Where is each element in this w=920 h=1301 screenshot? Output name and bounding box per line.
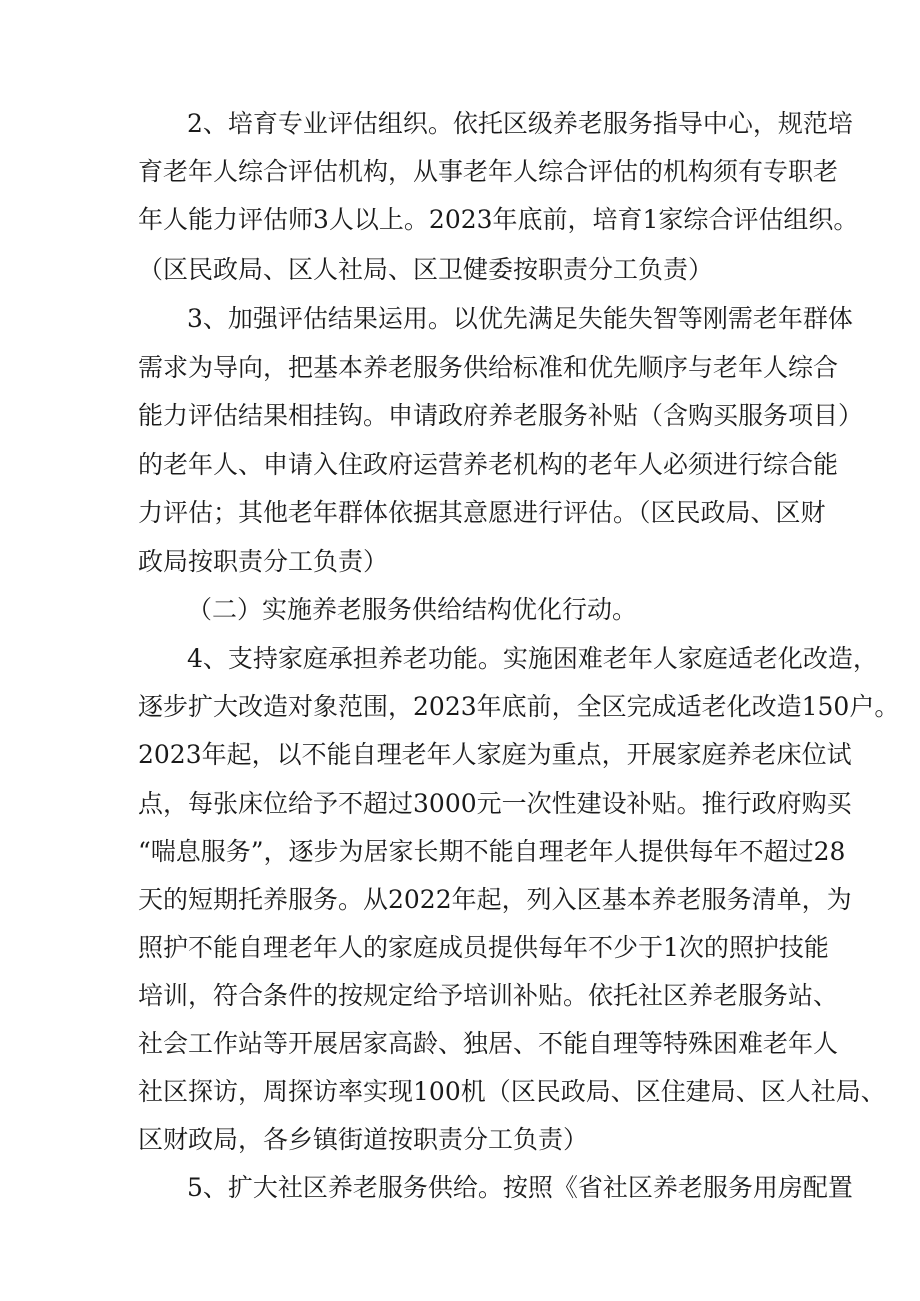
text-line: 天的短期托养服务。从2022年起，列入区基本养老服务清单，为 [138, 885, 852, 914]
text-line: 点，每张床位给予不超过3000元一次性建设补贴。推行政府购买 [138, 789, 852, 818]
section-heading: （二）实施养老服务供给结构优化行动。 [187, 595, 638, 624]
text-line: 逐步扩大改造对象范围，2023年底前，全区完成适老化改造150户。 [138, 692, 900, 721]
text-line: 区财政局，各乡镇街道按职责分工负责） [138, 1125, 589, 1154]
text-line: “喘息服务”，逐步为居家长期不能自理老年人提供每年不超过28 [138, 837, 846, 866]
text-line: 2、培育专业评估组织。依托区级养老服务指导中心，规范培 [187, 109, 853, 138]
text-line: 照护不能自理老年人的家庭成员提供每年不少于1次的照护技能 [138, 933, 829, 962]
text-line: 4、支持家庭承担养老功能。实施困难老年人家庭适老化改造， [187, 644, 878, 673]
text-line: 需求为导向，把基本养老服务供给标准和优先顺序与老年人综合 [138, 353, 839, 382]
text-line: 培训，符合条件的按规定给予培训补贴。依托社区养老服务站、 [138, 981, 839, 1010]
text-line: 3、加强评估结果运用。以优先满足失能失智等刚需老年群体 [187, 304, 853, 333]
text-line: 5、扩大社区养老服务供给。按照《省社区养老服务用房配置 [187, 1173, 853, 1202]
text-line: 的老年人、申请入住政府运营养老机构的老年人必须进行综合能 [138, 450, 839, 479]
text-line: 力评估；其他老年群体依据其意愿进行评估。（区民政局、区财 [138, 498, 826, 527]
text-line: 育老年人综合评估机构，从事老年人综合评估的机构须有专职老 [138, 157, 839, 186]
text-line: 社区探访，周探访率实现100机（区民政局、区住建局、区人社局、 [138, 1077, 886, 1106]
text-line: 社会工作站等开展居家高龄、独居、不能自理等特殊困难老年人 [138, 1029, 839, 1058]
text-line: 2023年起，以不能自理老年人家庭为重点，开展家庭养老床位试 [138, 740, 852, 769]
text-line: 年人能力评估师3人以上。2023年底前，培育1家综合评估组织。 [138, 205, 859, 234]
text-line: 能力评估结果相挂钩。申请政府养老服务补贴（含购买服务项目） [138, 401, 864, 430]
text-line: （区民政局、区人社局、区卫健委按职责分工负责） [138, 255, 714, 284]
text-line: 政局按职责分工负责） [138, 547, 389, 576]
